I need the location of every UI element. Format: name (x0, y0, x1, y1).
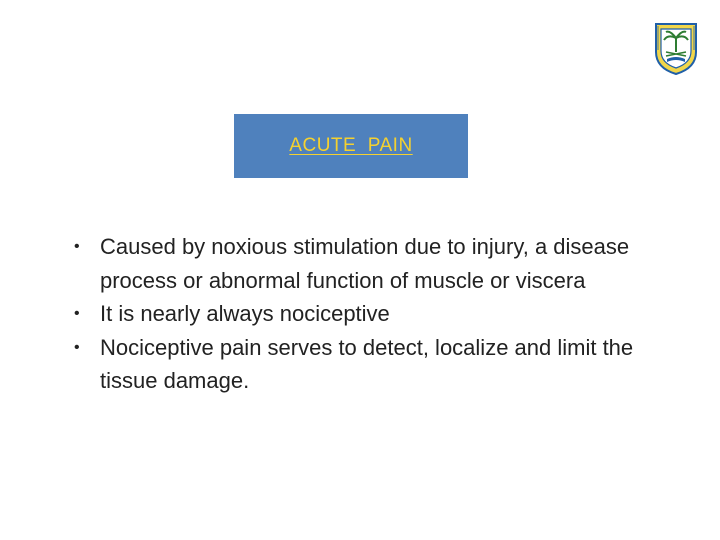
list-item (74, 331, 654, 398)
bullet-icon: • (74, 238, 80, 255)
bullet-icon: • (74, 338, 80, 356)
list-item (74, 230, 654, 297)
bullet-text: It is nearly always nociceptive (100, 301, 390, 326)
slide-title: ACUTE PAIN (289, 135, 413, 156)
bullet-icon: • (74, 305, 80, 322)
university-seal-icon (652, 16, 700, 76)
bullet-text: Caused by noxious stimulation due to injury, a disease process or abnormal function of muscle or viscera (100, 234, 630, 293)
bullet-text: Nociceptive pain serves to detect, localize and limit the tissue damage. (100, 334, 634, 393)
bullet-list (74, 230, 654, 398)
list-item (74, 297, 654, 331)
title-box (234, 114, 468, 178)
